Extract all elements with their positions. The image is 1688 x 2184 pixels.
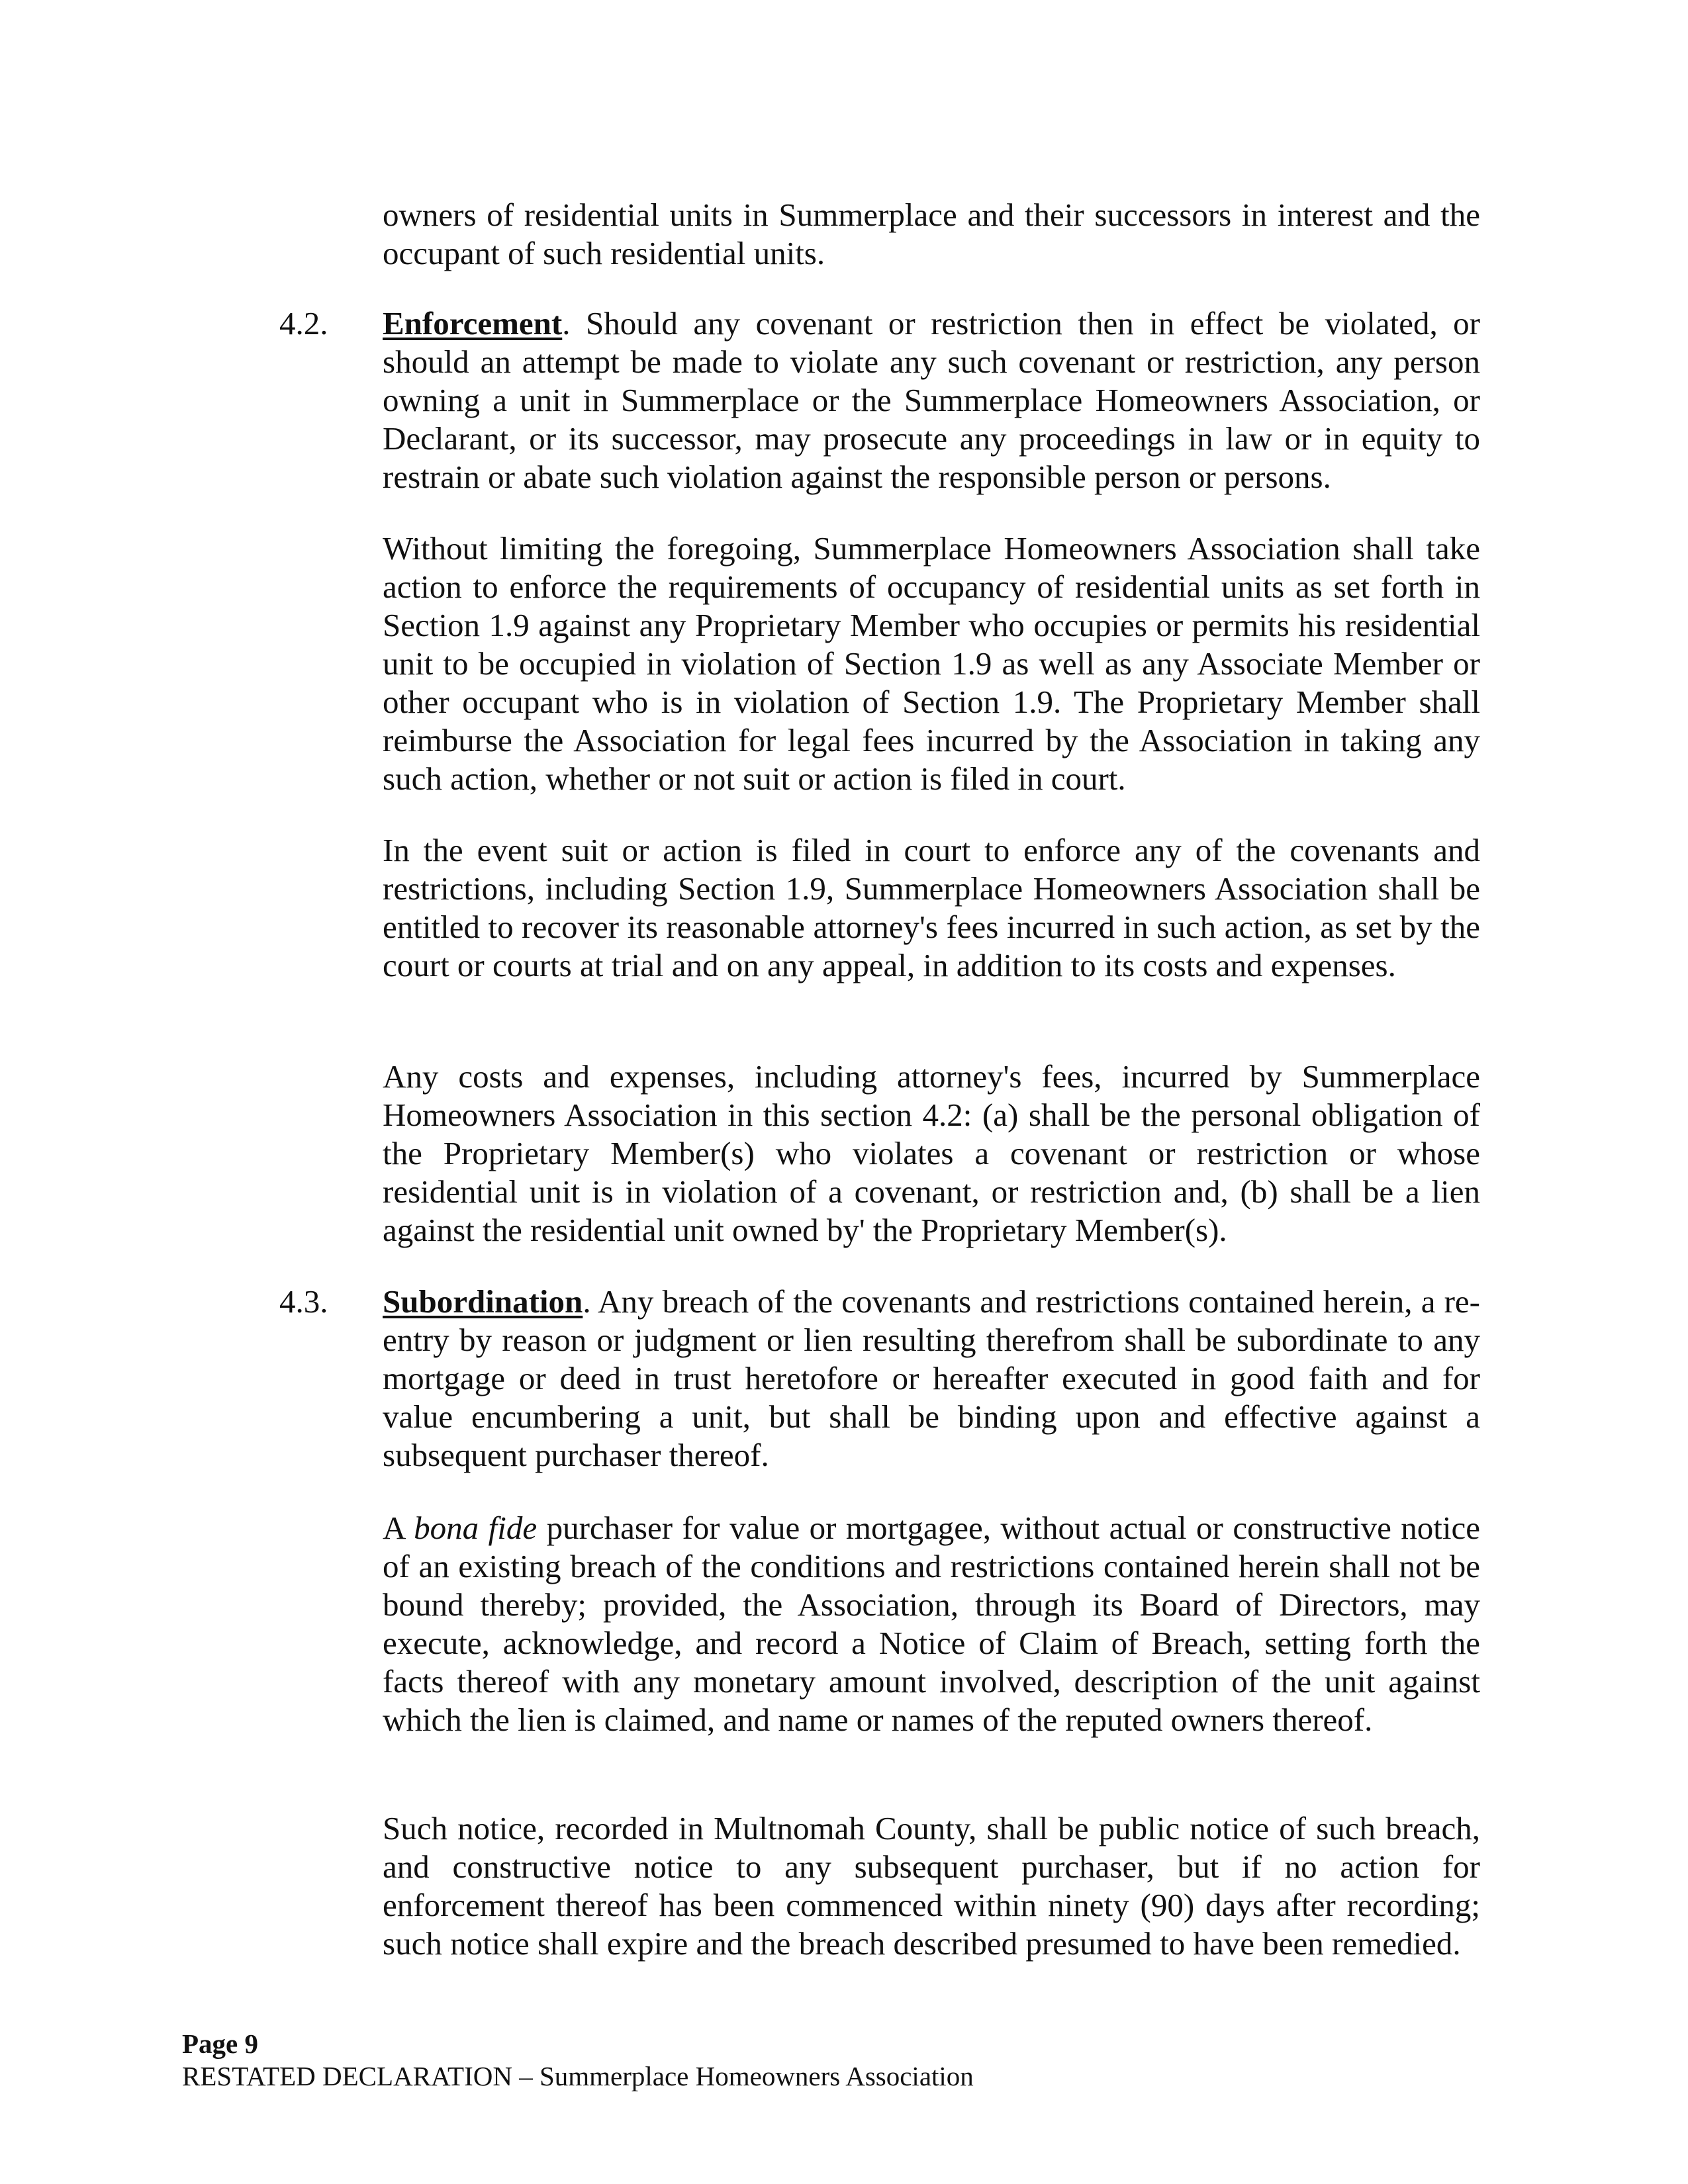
- section-4-2-number: 4.2.: [279, 305, 328, 341]
- section-4-3-number: 4.3.: [279, 1283, 328, 1320]
- section-4-2-lead-paragraph: [383, 304, 1480, 496]
- section-4-3-lead-paragraph: [383, 1283, 1480, 1475]
- section-4-3-heading: Subordination: [383, 1283, 583, 1320]
- section-4-2-paragraph-2-text: In the event suit or action is filed in court to enforce any of the covenants and restrictions, including Section 1.9, Summerplace Homeowners Association shall be entitled to recover its reasonable attorney's fees incurred in such action, as set by the court or courts at trial and on any appeal, in addition to its costs and expenses.: [383, 832, 1480, 983]
- section-4-2-paragraph-1: [383, 529, 1480, 798]
- continuation-text: owners of residential units in Summerplace and their successors in interest and the occupant of such residential units.: [383, 197, 1480, 271]
- footer-document-title: RESTATED DECLARATION – Summerplace Homeowners Association: [182, 2061, 974, 2091]
- section-4-2-heading: Enforcement: [383, 305, 563, 341]
- section-4-2-paragraph-3: [383, 1058, 1480, 1250]
- section-4-3-bona-fide-paragraph: [383, 1509, 1480, 1739]
- bona-fide-italic: bona fide: [414, 1510, 538, 1546]
- section-4-2-lead-wrapper: [383, 304, 1480, 496]
- section-4-3-final-paragraph: [383, 1809, 1480, 1963]
- section-4-3-lead-text: . Any breach of the covenants and restrictions contained herein, a re-entry by reason or judgment or lien resulting therefrom shall be subordinate to any mortgage or deed in trust heretofore or hereafter executed in good faith and for value encumbering a unit, but shall be binding upon and effective against a subsequent purchaser thereof.: [383, 1283, 1480, 1473]
- bona-fide-prefix: A: [383, 1510, 414, 1546]
- section-4-3-final-text: Such notice, recorded in Multnomah County, shall be public notice of such breach, and constructive notice to any subsequent purchaser, but if no action for enforcement thereof has been commenced within ninety (90) days after recording; such notice shall expire and the breach described presumed to have been remedied.: [383, 1810, 1480, 1962]
- section-4-2-paragraph-2: [383, 831, 1480, 985]
- section-4-3-lead-wrapper: [383, 1283, 1480, 1475]
- section-4-3-bona-fide-wrapper: [383, 1509, 1480, 1739]
- footer-page-number: Page 9: [182, 2028, 258, 2059]
- bona-fide-rest: purchaser for value or mortgagee, without actual or constructive notice of an existing breach of the conditions and restrictions contained herein shall not be bound thereby; provided, the Association, through its Board of Directors, may execute, acknowledge, and record a Notice of Claim of Breach, setting forth the facts thereof with any monetary amount involved, description of the unit against which the lien is claimed, and name or names of the reputed owners thereof.: [383, 1510, 1481, 1738]
- section-4-2-lead-text: . Should any covenant or restriction then in effect be violated, or should an attempt be made to violate any such covenant or restriction, any person owning a unit in Summerplace or the Summerplace Homeowners Association, or Declarant, or its successor, may prosecute any proceedings in law or in equity to restrain or abate such violation against the responsible person or persons.: [383, 305, 1480, 495]
- section-4-2-paragraph-1-text: Without limiting the foregoing, Summerplace Homeowners Association shall take action to enforce the requirements of occupancy of residential units as set forth in Section 1.9 against any Proprietary Member who occupies or permits his residential unit to be occupied in violation of Section 1.9 as well as any Associate Member or other occupant who is in violation of Section 1.9. The Proprietary Member shall reimburse the Association for legal fees incurred by the Association in taking any such action, whether or not suit or action is filed in court.: [383, 530, 1480, 797]
- section-4-2-paragraph-3-text: Any costs and expenses, including attorney's fees, incurred by Summerplace Homeowners Association in this section 4.2: (a) shall be the personal obligation of the Proprietary Member(s) who violates a covenant or restriction or whose residential unit is in violation of a covenant, or restriction and, (b) shall be a lien against the residential unit owned by' the Proprietary Member(s).: [383, 1058, 1480, 1248]
- continuation-paragraph: [383, 196, 1480, 273]
